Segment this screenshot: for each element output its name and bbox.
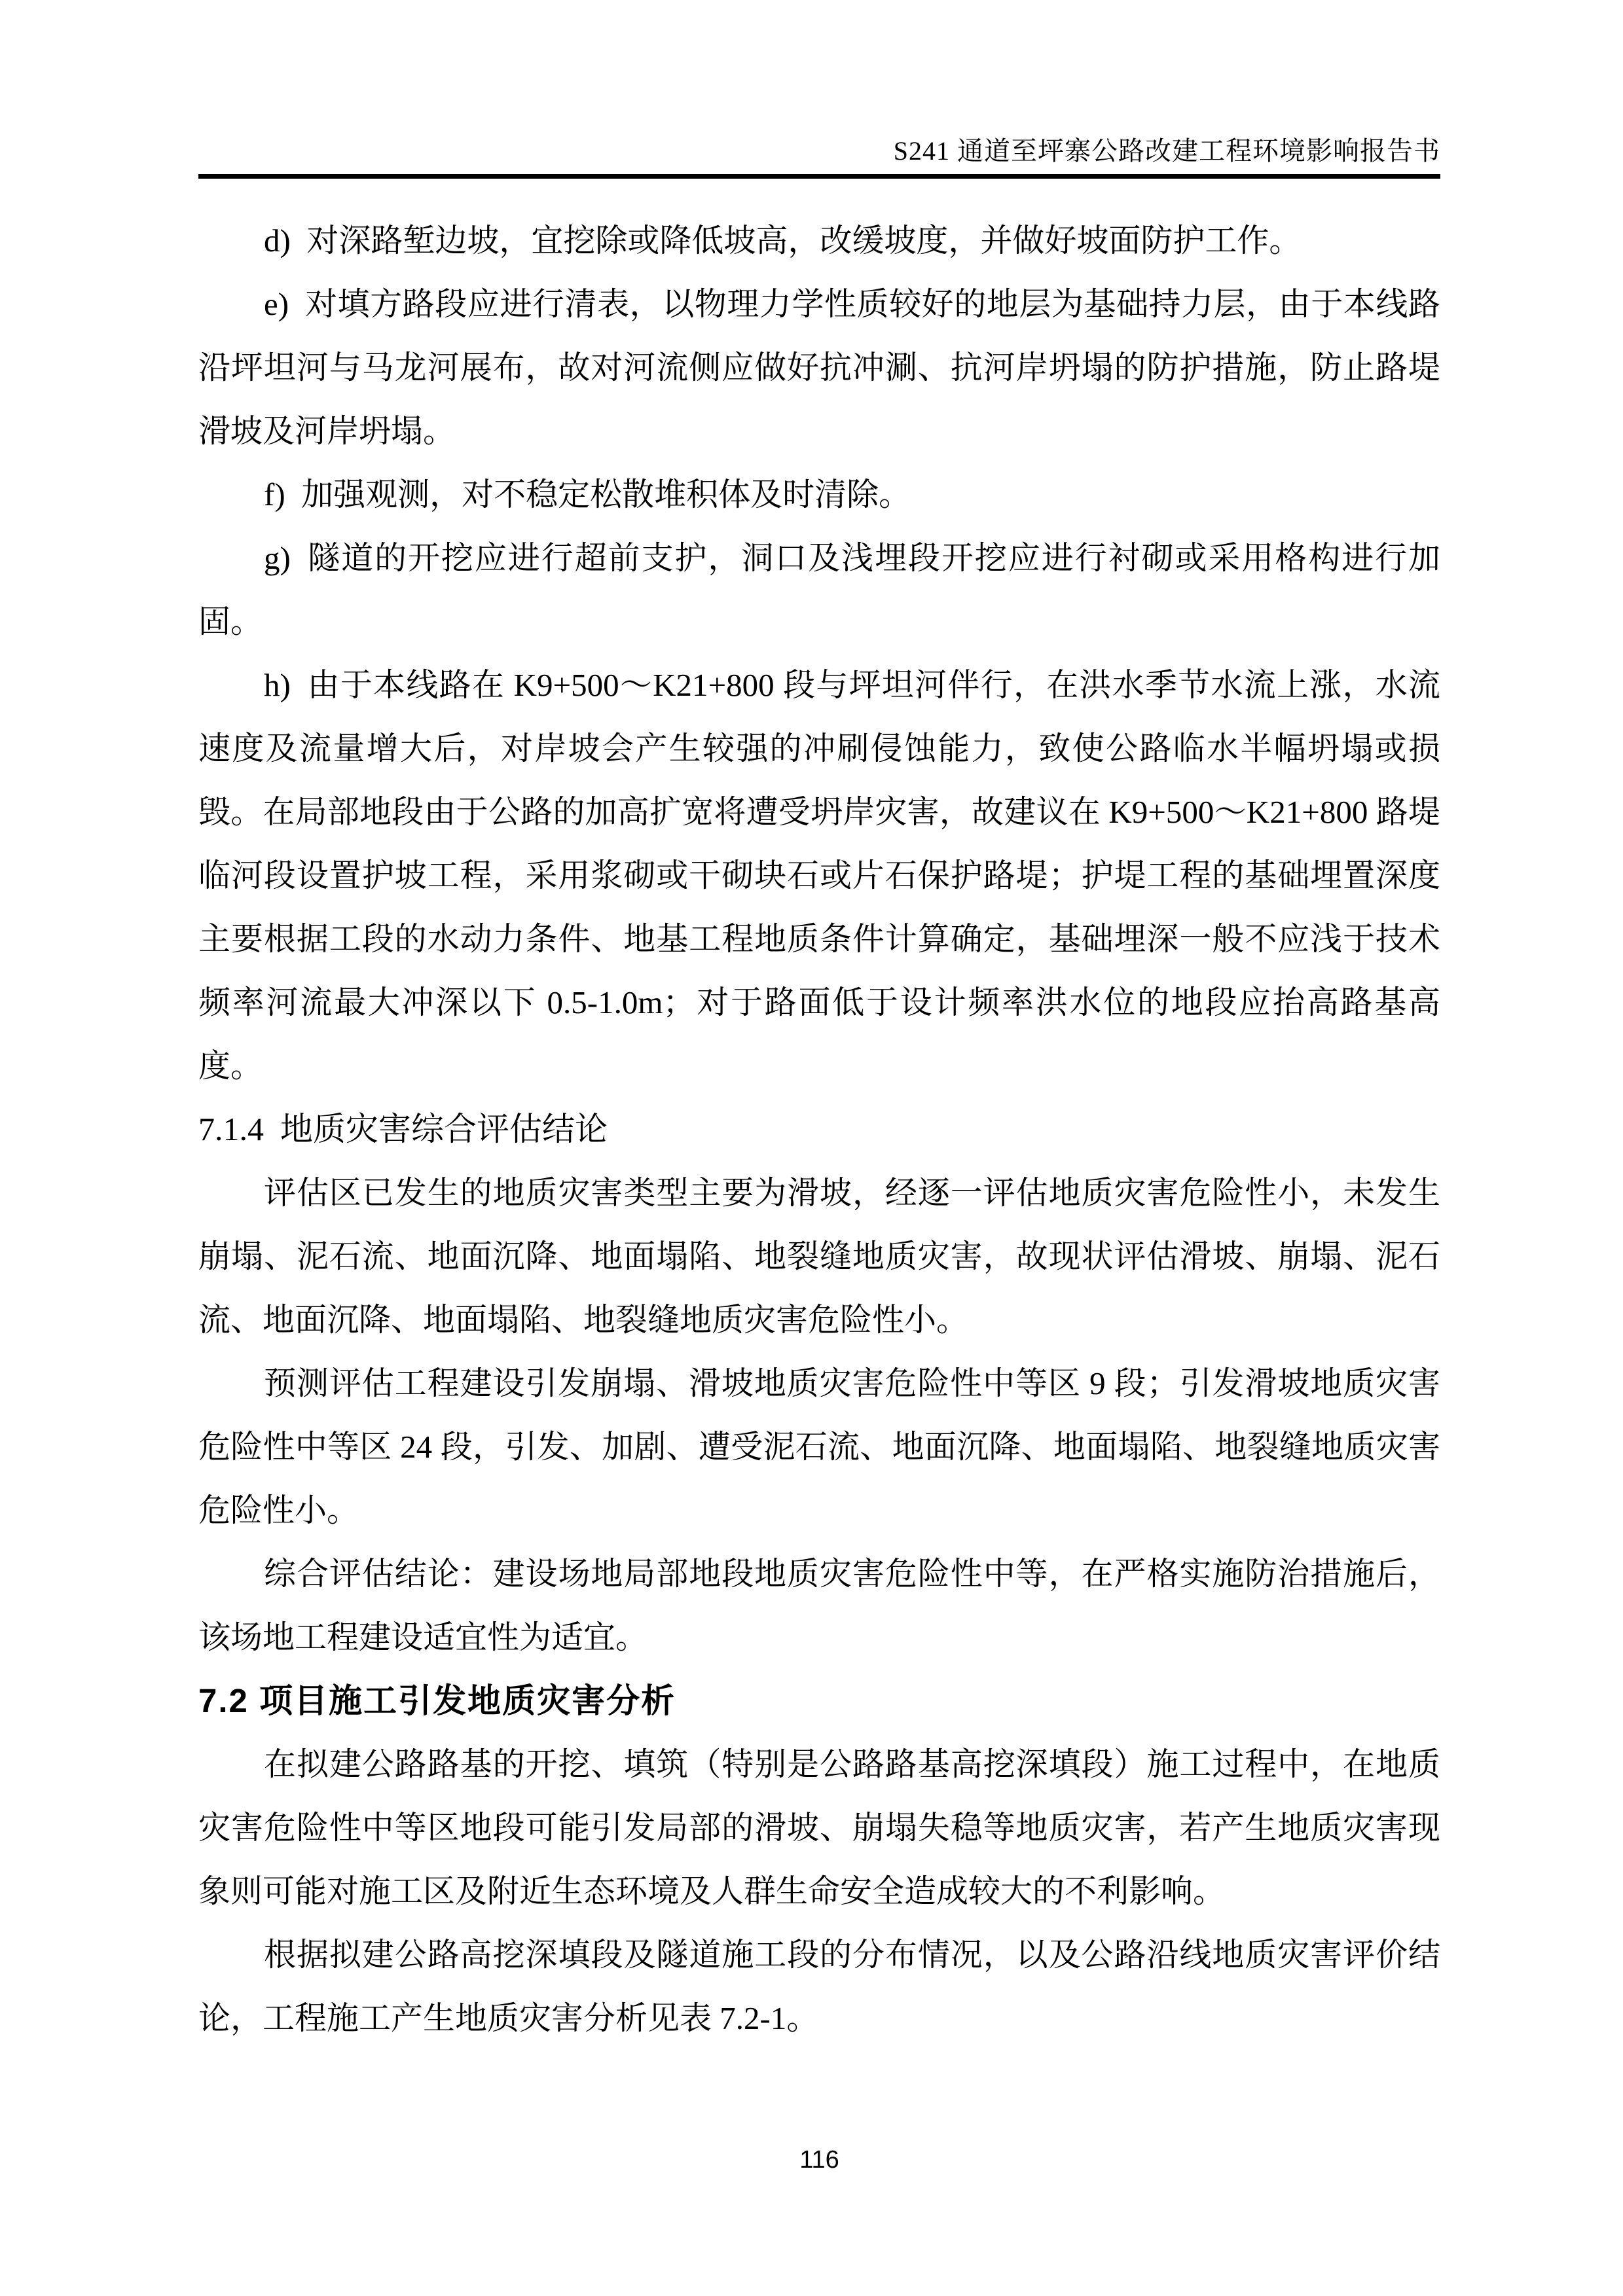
paragraph-construction-risk: 在拟建公路路基的开挖、填筑（特别是公路路基高挖深填段）施工过程中，在地质灾害危险性中等区地段可能引发局部的滑坡、崩塌失稳等地质灾害，若产生地质灾害现象则可能对施工区及附近生态环境及人群生命安全造成较大的不利影响。 bbox=[198, 1746, 1440, 1909]
section-heading-72: 7.2 项目施工引发地质灾害分析 bbox=[198, 1682, 676, 1719]
list-item-h: h) 由于本线路在 K9+500～K21+800 段与坪坦河伴行，在洪水季节水流上涨，水流速度及流量增大后，对岸坡会产生较强的冲刷侵蚀能力，致使公路临水半幅坍塌或损毁。在局部地段由于公路的加高扩宽将遭受坍岸灾害，故建议在 K9+500～K21+800 路堤临河段设置护坡工程，采用浆砌或干砌块石或片石保护路堤；护堤工程的基础埋置深度主要根据工段的水动力条件、地基工程地质条件计算确定，基础埋深一般不应浅于技术频率河流最大冲深以下 0.5-1.0m；对于路面低于设计频率洪水位的地段应抬高路基高度。 bbox=[198, 667, 1440, 1084]
paragraph-table-reference: 根据拟建公路高挖深填段及隧道施工段的分布情况，以及公路沿线地质灾害评价结论，工程施工产生地质灾害分析见表 7.2-1。 bbox=[198, 1937, 1440, 2036]
section-heading-714: 7.1.4 地质灾害综合评估结论 bbox=[198, 1111, 608, 1147]
paragraph-prediction-eval: 预测评估工程建设引发崩塌、滑坡地质灾害危险性中等区 9 段；引发滑坡地质灾害危险性中等区 24 段，引发、加剧、遭受泥石流、地面沉降、地面塌陷、地裂缝地质灾害危险性小。 bbox=[198, 1365, 1440, 1528]
list-item-e: e) 对填方路段应进行清表，以物理力学性质较好的地层为基础持力层，由于本线路沿坪坦河与马龙河展布，故对河流侧应做好抗冲涮、抗河岸坍塌的防护措施，防止路堤滑坡及河岸坍塌。 bbox=[198, 286, 1440, 449]
page-header bbox=[198, 134, 1440, 179]
content-column bbox=[198, 0, 1440, 2050]
paragraph-status-eval: 评估区已发生的地质灾害类型主要为滑坡，经逐一评估地质灾害危险性小，未发生崩塌、泥石流、地面沉降、地面塌陷、地裂缝地质灾害，故现状评估滑坡、崩塌、泥石流、地面沉降、地面塌陷、地裂缝地质灾害危险性小。 bbox=[198, 1175, 1440, 1338]
paragraph-overall-eval: 综合评估结论：建设场地局部地段地质灾害危险性中等，在严格实施防治措施后，该场地工程建设适宜性为适宜。 bbox=[198, 1556, 1440, 1655]
page-number: 116 bbox=[799, 2146, 839, 2174]
list-item-d: d) 对深路堑边坡，宜挖除或降低坡高，改缓坡度，并做好坡面防护工作。 bbox=[264, 223, 1302, 259]
list-item-g: g) 隧道的开挖应进行超前支护，洞口及浅埋段开挖应进行衬砌或采用格构进行加固。 bbox=[198, 540, 1440, 639]
report-title: S241 通道至坪寨公路改建工程环境影响报告书 bbox=[893, 136, 1440, 166]
document-body bbox=[198, 209, 1440, 2050]
list-item-f: f) 加强观测，对不稳定松散堆积体及时清除。 bbox=[264, 476, 911, 512]
